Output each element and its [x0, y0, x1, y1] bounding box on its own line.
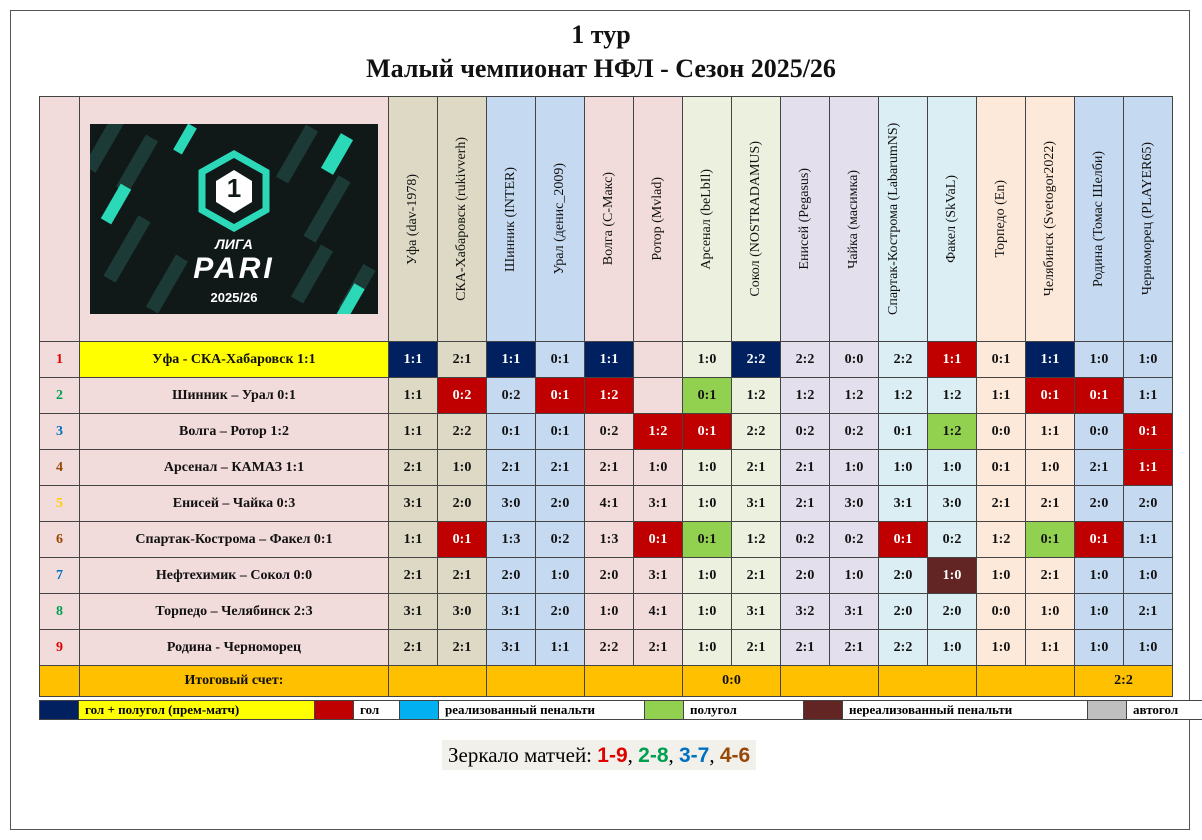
score-cell: 1:1 — [1124, 450, 1173, 486]
mirror-pair: 2-8 — [638, 744, 669, 767]
championship-title: Малый чемпионат НФЛ - Сезон 2025/26 — [366, 54, 836, 83]
score-cell: 3:0 — [830, 486, 879, 522]
score-cell: 3:1 — [830, 594, 879, 630]
score-cell: 0:1 — [536, 342, 585, 378]
score-cell: 2:1 — [977, 486, 1026, 522]
total-row — [40, 666, 1173, 697]
total-label: Итоговый счет: — [80, 666, 389, 697]
score-cell: 0:1 — [536, 378, 585, 414]
column-header-label: Черноморец (PLAYER65) — [1140, 142, 1155, 296]
score-cell — [634, 342, 683, 378]
match-label: Арсенал – КАМАЗ 1:1 — [80, 450, 389, 486]
score-cell: 1:0 — [928, 558, 977, 594]
score-cell: 3:1 — [389, 486, 438, 522]
row-number: 7 — [40, 558, 80, 594]
score-cell: 1:1 — [389, 522, 438, 558]
score-cell: 0:0 — [830, 342, 879, 378]
column-header — [1026, 97, 1075, 342]
score-cell: 1:0 — [928, 450, 977, 486]
score-cell: 0:2 — [536, 522, 585, 558]
table-row — [40, 486, 1173, 522]
score-cell: 1:1 — [1124, 522, 1173, 558]
score-cell: 3:0 — [487, 486, 536, 522]
score-cell: 2:0 — [438, 486, 487, 522]
score-cell: 0:1 — [683, 378, 732, 414]
score-cell: 2:1 — [487, 450, 536, 486]
column-header — [683, 97, 732, 342]
row-number: 1 — [40, 342, 80, 378]
score-cell: 1:1 — [585, 342, 634, 378]
score-cell: 2:1 — [536, 450, 585, 486]
column-header-label: СКА-Хабаровск (rukivverh) — [454, 137, 469, 301]
score-cell: 2:1 — [438, 558, 487, 594]
score-cell: 0:2 — [781, 522, 830, 558]
column-header — [928, 97, 977, 342]
match-label: Волга – Ротор 1:2 — [80, 414, 389, 450]
score-cell: 1:1 — [928, 342, 977, 378]
score-cell: 2:2 — [732, 342, 781, 378]
score-cell: 0:1 — [487, 414, 536, 450]
legend-label: полугол — [684, 701, 804, 719]
column-header-label: Спартак-Кострома (LabarumNS) — [886, 122, 901, 316]
score-cell: 1:3 — [585, 522, 634, 558]
score-cell: 1:0 — [1075, 342, 1124, 378]
column-header-label: Сокол (NOSTRADAMUS) — [748, 141, 763, 297]
score-cell: 2:2 — [879, 342, 928, 378]
score-cell: 0:0 — [977, 414, 1026, 450]
score-cell: 1:0 — [634, 450, 683, 486]
score-cell: 0:1 — [977, 450, 1026, 486]
corner-cell — [40, 97, 80, 342]
match-label: Енисей – Чайка 0:3 — [80, 486, 389, 522]
score-cell: 1:2 — [585, 378, 634, 414]
score-cell: 2:1 — [781, 630, 830, 666]
score-cell: 1:1 — [389, 378, 438, 414]
score-cell: 1:0 — [1075, 630, 1124, 666]
total-cell — [585, 666, 683, 697]
score-cell: 0:2 — [487, 378, 536, 414]
total-cell — [781, 666, 879, 697]
score-cell: 2:1 — [438, 342, 487, 378]
score-cell: 0:2 — [438, 378, 487, 414]
match-label: Уфа - СКА-Хабаровск 1:1 — [80, 342, 389, 378]
score-cell: 1:0 — [928, 630, 977, 666]
score-cell: 2:1 — [732, 450, 781, 486]
score-cell: 2:1 — [1026, 486, 1075, 522]
score-cell: 3:1 — [879, 486, 928, 522]
score-cell: 2:1 — [732, 630, 781, 666]
column-header — [732, 97, 781, 342]
column-header — [1075, 97, 1124, 342]
score-cell: 2:1 — [389, 450, 438, 486]
row-number: 9 — [40, 630, 80, 666]
logo-text-liga: ЛИГА — [215, 236, 253, 252]
logo-cell — [80, 97, 389, 342]
score-cell: 1:0 — [1075, 558, 1124, 594]
legend-label: нереализованный пенальти — [843, 701, 1088, 719]
score-cell: 1:0 — [977, 630, 1026, 666]
score-cell: 0:0 — [977, 594, 1026, 630]
score-cell: 1:0 — [683, 342, 732, 378]
score-cell: 0:1 — [536, 414, 585, 450]
liga-pari-logo — [90, 124, 378, 314]
score-cell: 1:2 — [781, 378, 830, 414]
legend — [39, 700, 1202, 720]
score-cell: 2:1 — [1124, 594, 1173, 630]
score-cell: 1:0 — [1075, 594, 1124, 630]
score-cell: 0:1 — [1075, 378, 1124, 414]
score-cell: 1:0 — [1124, 558, 1173, 594]
score-cell: 2:1 — [830, 630, 879, 666]
column-header-label: Челябинск (Svetogor2022) — [1042, 141, 1057, 297]
score-cell: 1:0 — [683, 558, 732, 594]
legend-swatch — [400, 701, 439, 719]
score-cell: 1:2 — [732, 522, 781, 558]
score-cell: 3:0 — [438, 594, 487, 630]
score-cell: 0:1 — [438, 522, 487, 558]
column-header — [585, 97, 634, 342]
mirror-separator: , — [668, 743, 679, 767]
score-cell: 1:0 — [438, 450, 487, 486]
mirror-pair: 4-6 — [719, 744, 751, 767]
score-cell: 1:0 — [830, 558, 879, 594]
score-cell: 1:0 — [1124, 630, 1173, 666]
column-header-label: Шинник (INTER) — [503, 166, 518, 272]
row-number: 8 — [40, 594, 80, 630]
score-cell: 2:1 — [438, 630, 487, 666]
score-cell: 1:1 — [1026, 342, 1075, 378]
column-header — [1124, 97, 1173, 342]
column-header-label: Чайка (масимка) — [846, 169, 861, 269]
column-header — [438, 97, 487, 342]
score-cell: 3:1 — [487, 594, 536, 630]
score-cell: 2:2 — [781, 342, 830, 378]
score-cell: 0:2 — [830, 522, 879, 558]
score-cell: 3:1 — [634, 558, 683, 594]
score-cell: 0:1 — [634, 522, 683, 558]
score-cell: 0:0 — [1075, 414, 1124, 450]
match-label: Спартак-Кострома – Факел 0:1 — [80, 522, 389, 558]
row-number: 5 — [40, 486, 80, 522]
table-row — [40, 378, 1173, 414]
score-cell: 1:0 — [683, 630, 732, 666]
score-cell: 4:1 — [585, 486, 634, 522]
score-cell: 0:1 — [879, 522, 928, 558]
column-header-label: Родина (Томас Шелби) — [1091, 150, 1106, 288]
column-header-label: Волга (С-Макс) — [601, 172, 616, 266]
score-cell: 1:1 — [1026, 414, 1075, 450]
table-row — [40, 450, 1173, 486]
table-row — [40, 522, 1173, 558]
legend-swatch — [804, 701, 843, 719]
score-cell: 3:1 — [732, 594, 781, 630]
score-cell: 2:1 — [732, 558, 781, 594]
score-cell: 0:2 — [585, 414, 634, 450]
score-cell: 2:0 — [879, 558, 928, 594]
total-cell — [389, 666, 487, 697]
score-cell: 1:0 — [1026, 450, 1075, 486]
score-cell: 1:1 — [1124, 378, 1173, 414]
score-cell: 2:0 — [585, 558, 634, 594]
score-cell: 2:1 — [389, 558, 438, 594]
score-cell: 2:2 — [585, 630, 634, 666]
table-row — [40, 558, 1173, 594]
score-cell: 1:3 — [487, 522, 536, 558]
score-cell: 1:0 — [1124, 342, 1173, 378]
table-row — [40, 342, 1173, 378]
score-cell: 1:2 — [732, 378, 781, 414]
score-cell: 2:0 — [781, 558, 830, 594]
score-cell: 1:2 — [928, 414, 977, 450]
score-cell: 1:0 — [879, 450, 928, 486]
score-cell: 0:2 — [781, 414, 830, 450]
score-cell: 1:2 — [830, 378, 879, 414]
score-cell: 2:2 — [438, 414, 487, 450]
score-cell: 1:1 — [977, 378, 1026, 414]
score-cell: 1:2 — [928, 378, 977, 414]
row-number: 4 — [40, 450, 80, 486]
score-cell: 1:0 — [683, 486, 732, 522]
score-cell: 2:1 — [634, 630, 683, 666]
row-number: 3 — [40, 414, 80, 450]
logo-text-pari: PARI — [193, 252, 275, 285]
mirror-pair: 3-7 — [679, 744, 710, 767]
table-row — [40, 630, 1173, 666]
score-cell: 1:0 — [585, 594, 634, 630]
score-cell: 1:2 — [634, 414, 683, 450]
score-cell: 2:2 — [732, 414, 781, 450]
score-cell: 1:0 — [683, 594, 732, 630]
column-header-label: Торпедо (En) — [993, 180, 1008, 258]
logo-text-season: 2025/26 — [210, 290, 258, 305]
legend-swatch — [40, 701, 79, 719]
score-cell: 3:0 — [928, 486, 977, 522]
legend-label: гол — [354, 701, 400, 719]
score-cell: 2:1 — [1075, 450, 1124, 486]
score-cell: 2:0 — [1075, 486, 1124, 522]
match-label: Родина - Черноморец — [80, 630, 389, 666]
score-cell: 0:1 — [683, 414, 732, 450]
total-cell: 0:0 — [683, 666, 781, 697]
score-cell: 1:0 — [1026, 594, 1075, 630]
column-header — [830, 97, 879, 342]
total-cell: 2:2 — [1075, 666, 1173, 697]
column-header — [879, 97, 928, 342]
row-number: 2 — [40, 378, 80, 414]
score-cell: 1:1 — [487, 342, 536, 378]
column-header — [389, 97, 438, 342]
mirror-matches — [442, 740, 756, 770]
score-cell: 0:2 — [928, 522, 977, 558]
total-cell — [977, 666, 1075, 697]
score-cell: 1:1 — [389, 414, 438, 450]
column-header-label: Арсенал (beLbIl) — [699, 168, 714, 270]
results-table — [39, 96, 1173, 697]
legend-label: реализованный пенальти — [439, 701, 645, 719]
column-header-label: Ротор (Mvlad) — [650, 177, 665, 261]
score-cell: 2:2 — [879, 630, 928, 666]
total-blank — [40, 666, 80, 697]
score-cell: 1:2 — [977, 522, 1026, 558]
score-cell: 2:1 — [585, 450, 634, 486]
column-header-label: Урал (денис_2009) — [552, 163, 567, 275]
mirror-pair: 1-9 — [597, 744, 628, 767]
total-cell — [879, 666, 977, 697]
score-cell: 3:1 — [634, 486, 683, 522]
score-cell: 0:1 — [879, 414, 928, 450]
round-title: 1 тур — [571, 20, 631, 49]
score-cell: 2:1 — [781, 450, 830, 486]
mirror-separator: , — [627, 743, 639, 767]
score-cell: 0:1 — [977, 342, 1026, 378]
score-cell: 3:1 — [389, 594, 438, 630]
legend-swatch — [315, 701, 354, 719]
score-cell: 1:0 — [977, 558, 1026, 594]
score-cell: 1:0 — [830, 450, 879, 486]
score-cell: 2:1 — [1026, 558, 1075, 594]
row-number: 6 — [40, 522, 80, 558]
score-cell: 2:0 — [928, 594, 977, 630]
score-cell: 2:0 — [487, 558, 536, 594]
table-row — [40, 594, 1173, 630]
score-cell: 2:0 — [1124, 486, 1173, 522]
score-cell: 1:1 — [1026, 630, 1075, 666]
column-header-label: Енисей (Pegasus) — [797, 168, 812, 270]
score-cell: 2:0 — [879, 594, 928, 630]
mirror-separator: , — [709, 743, 720, 767]
score-cell: 0:1 — [683, 522, 732, 558]
score-cell: 0:1 — [1124, 414, 1173, 450]
score-cell: 0:1 — [1026, 522, 1075, 558]
column-header-label: Факел (SkVaL) — [944, 175, 959, 263]
score-cell: 0:1 — [1026, 378, 1075, 414]
score-cell: 1:1 — [536, 630, 585, 666]
table-row — [40, 414, 1173, 450]
column-header — [487, 97, 536, 342]
score-cell: 3:2 — [781, 594, 830, 630]
legend-label: гол + полугол (прем-матч) — [79, 701, 315, 719]
score-cell: 3:1 — [487, 630, 536, 666]
score-cell: 1:0 — [683, 450, 732, 486]
column-header — [634, 97, 683, 342]
score-cell — [634, 378, 683, 414]
legend-label: автогол — [1127, 701, 1202, 719]
column-header — [536, 97, 585, 342]
total-cell — [487, 666, 585, 697]
score-cell: 3:1 — [732, 486, 781, 522]
score-cell: 2:0 — [536, 486, 585, 522]
score-cell: 0:2 — [830, 414, 879, 450]
match-label: Шинник – Урал 0:1 — [80, 378, 389, 414]
mirror-label: Зеркало матчей: — [448, 743, 598, 767]
score-cell: 2:0 — [536, 594, 585, 630]
score-cell: 2:1 — [781, 486, 830, 522]
score-cell: 1:0 — [536, 558, 585, 594]
column-header-label: Уфа (dav-1978) — [405, 173, 420, 265]
score-cell: 1:2 — [879, 378, 928, 414]
column-header — [977, 97, 1026, 342]
column-header — [781, 97, 830, 342]
match-label: Нефтехимик – Сокол 0:0 — [80, 558, 389, 594]
match-label: Торпедо – Челябинск 2:3 — [80, 594, 389, 630]
logo-emblem-digit: 1 — [226, 173, 242, 203]
score-cell: 2:1 — [389, 630, 438, 666]
score-cell: 1:1 — [389, 342, 438, 378]
score-cell: 4:1 — [634, 594, 683, 630]
legend-swatch — [645, 701, 684, 719]
score-cell: 0:1 — [1075, 522, 1124, 558]
legend-swatch — [1088, 701, 1127, 719]
